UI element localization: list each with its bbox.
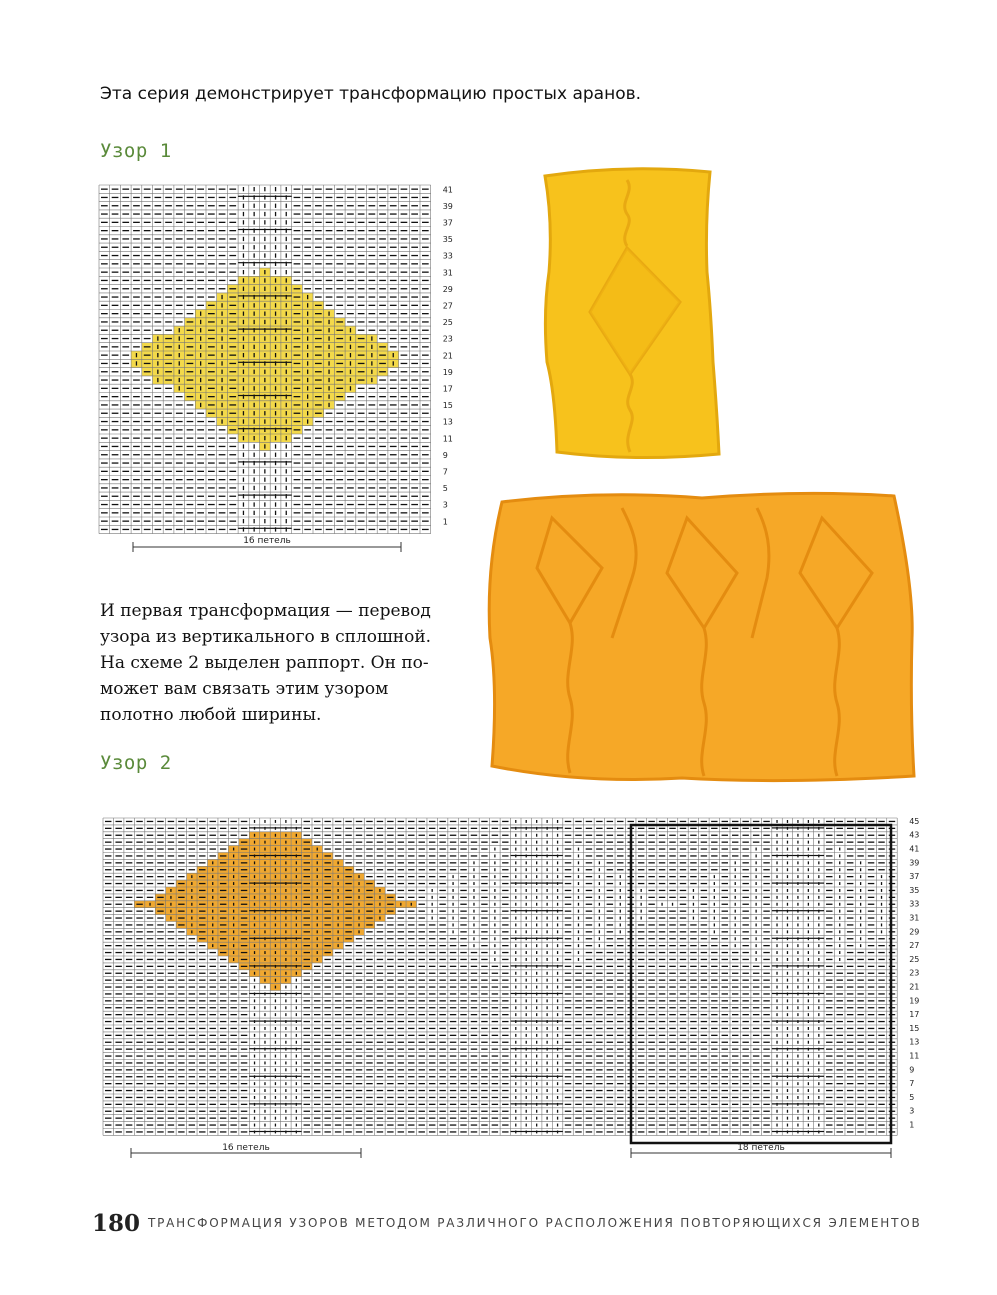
svg-text:25: 25 — [442, 318, 453, 328]
pattern2-width-label-right: 18 петель — [737, 1143, 785, 1153]
pattern2-width-marker-left — [131, 1143, 361, 1158]
svg-text:27: 27 — [442, 301, 453, 311]
pattern1-width-label: 16 петель — [243, 536, 291, 546]
svg-text:29: 29 — [442, 284, 453, 294]
svg-text:33: 33 — [442, 251, 453, 261]
swatch-photo-2 — [482, 488, 922, 788]
svg-text:23: 23 — [442, 334, 453, 344]
svg-text:15: 15 — [442, 401, 453, 411]
svg-text:7: 7 — [442, 467, 448, 477]
svg-text:35: 35 — [442, 235, 453, 245]
svg-text:19: 19 — [442, 367, 453, 377]
pattern1-chart — [95, 175, 475, 560]
pattern2-row-labels — [909, 817, 919, 1130]
svg-text:21: 21 — [442, 351, 453, 361]
svg-text:3: 3 — [442, 500, 448, 510]
rapport-frame — [631, 825, 891, 1143]
pattern1-width-marker — [133, 536, 401, 552]
svg-text:41: 41 — [442, 185, 453, 195]
svg-text:17: 17 — [442, 384, 453, 394]
pattern1-row-labels — [443, 185, 453, 526]
svg-text:37: 37 — [442, 218, 453, 228]
svg-text:1: 1 — [442, 517, 448, 527]
page-number: 180 — [92, 1210, 141, 1237]
svg-text:31: 31 — [442, 268, 453, 278]
svg-text:5: 5 — [442, 484, 448, 494]
description-paragraph: И первая трансформация — перевод узора из вертикального в сплошной. На схеме 2 выделен раппорт. Он по- может вам связать этим узором полотно любой ширины. — [100, 601, 432, 725]
pattern2-width-marker-right — [631, 1143, 891, 1158]
svg-text:39: 39 — [442, 201, 453, 211]
pattern2-chart — [95, 808, 935, 1163]
swatch-photo-1 — [535, 162, 735, 467]
svg-text:11: 11 — [442, 434, 453, 444]
pattern1-title: Узор 1 — [100, 140, 172, 162]
svg-text:13: 13 — [442, 417, 453, 427]
pattern2-width-label-left: 16 петель — [222, 1143, 270, 1153]
intro-text: Эта серия демонстрирует трансформацию простых аранов. — [100, 84, 642, 104]
section-title: ТРАНСФОРМАЦИЯ УЗОРОВ МЕТОДОМ РАЗЛИЧНОГО РАСПОЛОЖЕНИЯ ПОВТОРЯЮЩИХСЯ ЭЛЕМЕНТОВ — [148, 1216, 922, 1230]
pattern2-title: Узор 2 — [100, 752, 172, 774]
svg-text:9: 9 — [442, 450, 448, 460]
